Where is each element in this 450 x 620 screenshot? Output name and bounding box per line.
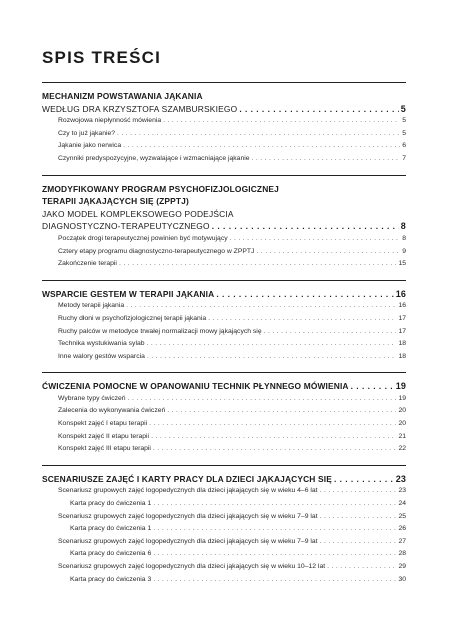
toc-entry-label: Scenariusz grupowych zajęć logopedycznych dla dzieci jąkających się w wieku 7–9 lat [58, 537, 318, 545]
toc-entry-label: Konspekt zajęć I etapu terapii [58, 420, 148, 428]
leader-dots [264, 326, 397, 339]
toc-item[interactable] [42, 443, 406, 456]
toc-entry-label: Ruchy dłoni w psychofizjologicznej terapii jąkania [58, 314, 207, 322]
page-number: 20 [398, 407, 406, 415]
toc-item[interactable] [42, 405, 406, 418]
page-number: 22 [398, 445, 406, 453]
section-heading[interactable] [42, 220, 406, 233]
toc-item[interactable] [42, 128, 406, 141]
toc-section [42, 280, 406, 364]
page-number: 8 [400, 221, 406, 232]
toc-entry-label: Karta pracy do ćwiczenia 3 [70, 575, 152, 583]
toc-item[interactable] [42, 498, 406, 511]
toc-entry-label: Inne walory gestów wsparcia [58, 352, 145, 360]
page-number: 30 [398, 575, 406, 583]
toc-item[interactable] [42, 511, 406, 524]
page-title: SPIS TREŚCI [42, 48, 162, 67]
page-number: 6 [402, 142, 406, 150]
toc-item[interactable] [42, 326, 406, 339]
toc-item[interactable] [42, 246, 406, 259]
toc-item[interactable] [42, 140, 406, 153]
section-heading[interactable] [42, 288, 406, 301]
toc-item[interactable] [42, 485, 406, 498]
toc-section [42, 82, 406, 166]
leader-dots [320, 485, 397, 498]
page-number: 5 [402, 129, 406, 137]
page-number: 26 [398, 525, 406, 533]
leader-dots [117, 128, 400, 141]
toc-item[interactable] [42, 418, 406, 431]
toc-item[interactable] [42, 548, 406, 561]
toc-item[interactable] [42, 153, 406, 166]
toc-entry-label: DIAGNOSTYCZNO-TERAPEUTYCZNEGO [42, 221, 210, 232]
leader-dots [153, 498, 396, 511]
table-of-contents [42, 82, 406, 586]
toc-entry-label: Technika wystukiwania sylab [58, 340, 145, 348]
leader-dots [151, 431, 396, 444]
toc-entry-label: Konspekt zajęć III etapu terapii [58, 445, 151, 453]
section-heading-line: TERAPII JĄKAJĄCYCH SIĘ (ZPPTJ) [42, 196, 189, 207]
toc-item[interactable] [42, 561, 406, 574]
toc-item[interactable] [42, 536, 406, 549]
leader-dots [163, 115, 400, 128]
toc-entry-label: Zakończenie terapii [58, 260, 117, 268]
section-heading-line: JAKO MODEL KOMPLEKSOWEGO PODEJŚCIA [42, 208, 234, 219]
leader-dots [334, 473, 394, 486]
toc-entry-label: ĆWICZENIA POMOCNE W OPANOWANIU TECHNIK PŁYNNEGO MÓWIENIA [42, 381, 349, 392]
page-number: 5 [402, 117, 406, 125]
page-number: 18 [398, 340, 406, 348]
toc-item[interactable] [42, 523, 406, 536]
leader-dots [147, 338, 397, 351]
leader-dots [216, 288, 393, 301]
toc-entry-label: SCENARIUSZE ZAJĘĆ I KARTY PRACY DLA DZIECI JĄKAJĄCYCH SIĘ [42, 473, 332, 484]
toc-item[interactable] [42, 431, 406, 444]
section-heading[interactable] [42, 380, 406, 393]
toc-entry-label: Czy to już jąkanie? [58, 129, 116, 137]
section-heading[interactable] [42, 103, 406, 116]
section-heading-line: MECHANIZM POWSTAWANIA JĄKANIA [42, 91, 203, 101]
toc-entry-label: Karta pracy do ćwiczenia 6 [70, 550, 152, 558]
section-heading-line: ZMODYFIKOWANY PROGRAM PSYCHOFIZJOLOGICZNEJ [42, 183, 279, 194]
leader-dots [320, 511, 397, 524]
toc-entry-label: Scenariusz grupowych zajęć logopedycznych dla dzieci jąkających się w wieku 7–9 lat [58, 512, 318, 520]
toc-section [42, 175, 406, 271]
leader-dots [147, 351, 397, 364]
section-heading[interactable] [42, 473, 406, 486]
page-number: 20 [398, 420, 406, 428]
toc-entry-label: Cztery etapy programu diagnostyczno-terapeutycznego w ZPPTJ [58, 247, 255, 255]
toc-entry-label: Karta pracy do ćwiczenia 1 [70, 525, 152, 533]
toc-entry-label: Czynniki predyspozycyjne, wyzwalające i wzmacniające jąkanie [58, 154, 250, 162]
page-number: 24 [398, 500, 406, 508]
leader-dots [153, 443, 396, 456]
leader-dots [153, 523, 396, 536]
page-number: 17 [398, 314, 406, 322]
leader-dots [327, 561, 396, 574]
page-number: 19 [398, 394, 406, 402]
leader-dots [252, 153, 401, 166]
leader-dots [212, 220, 399, 233]
page-number: 7 [402, 154, 406, 162]
toc-item[interactable] [42, 393, 406, 406]
page-number: 27 [398, 537, 406, 545]
toc-entry-label: Wybrane typy ćwiczeń [58, 394, 126, 402]
toc-entry-label: Zalecenia do wykonywania ćwiczeń [58, 407, 166, 415]
page-number: 9 [402, 247, 406, 255]
toc-item[interactable] [42, 233, 406, 246]
page-number: 5 [400, 103, 406, 114]
leader-dots [230, 233, 401, 246]
toc-entry-label: Karta pracy do ćwiczenia 1 [70, 500, 152, 508]
page-number: 21 [398, 432, 406, 440]
toc-entry-label: WSPARCIE GESTEM W TERAPII JĄKANIA [42, 288, 215, 299]
toc-entry-label: Ruchy palców w metodyce trwałej normalizacji mowy jąkających się [58, 327, 262, 335]
toc-entry-label: WEDŁUG DRA KRZYSZTOFA SZAMBURSKIEGO [42, 103, 238, 114]
toc-entry-label: Rozwojowa niepłynność mówienia [58, 117, 162, 125]
leader-dots [208, 313, 396, 326]
page-number: 8 [402, 234, 406, 242]
leader-dots [256, 246, 400, 259]
page-number: 15 [398, 260, 406, 268]
leader-dots [149, 418, 396, 431]
toc-entry-label: Początek drogi terapeutycznej powinien być motywujący [58, 234, 228, 242]
leader-dots [320, 536, 397, 549]
toc-entry-label: Konspekt zajęć II etapu terapii [58, 432, 150, 440]
leader-dots [126, 300, 396, 313]
toc-item[interactable] [42, 258, 406, 271]
toc-entry-label: Scenariusz grupowych zajęć logopedycznych dla dzieci jąkających się w wieku 10–12 lat [58, 563, 326, 570]
page-number: 17 [398, 327, 406, 335]
page-number: 18 [398, 352, 406, 360]
toc-item[interactable] [42, 338, 406, 351]
leader-dots [153, 548, 396, 561]
page-number: 29 [398, 563, 406, 570]
toc-item[interactable] [42, 115, 406, 128]
toc-entry-label: Jąkanie jako nerwica [58, 142, 122, 150]
toc-item[interactable] [42, 351, 406, 364]
toc-entry-label: Metody terapii jąkania [58, 302, 125, 310]
page-number: 28 [398, 550, 406, 558]
toc-item[interactable] [42, 300, 406, 313]
leader-dots [123, 140, 400, 153]
leader-dots [239, 103, 398, 116]
page-number: 16 [395, 288, 406, 299]
toc-entry-label: Scenariusz grupowych zajęć logopedycznych dla dzieci jąkających się w wieku 4–6 lat [58, 487, 318, 495]
page-number: 25 [398, 512, 406, 520]
leader-dots [128, 393, 397, 406]
toc-item[interactable] [42, 313, 406, 326]
leader-dots [119, 258, 396, 271]
page-number: 16 [398, 302, 406, 310]
page-number: 23 [398, 487, 406, 495]
leader-dots [351, 380, 394, 393]
toc-section [42, 372, 406, 456]
page-number: 23 [395, 473, 406, 484]
page-number: 19 [395, 381, 406, 392]
toc-item[interactable] [42, 574, 406, 587]
leader-dots [153, 574, 396, 587]
leader-dots [167, 405, 396, 418]
toc-section [42, 465, 406, 586]
